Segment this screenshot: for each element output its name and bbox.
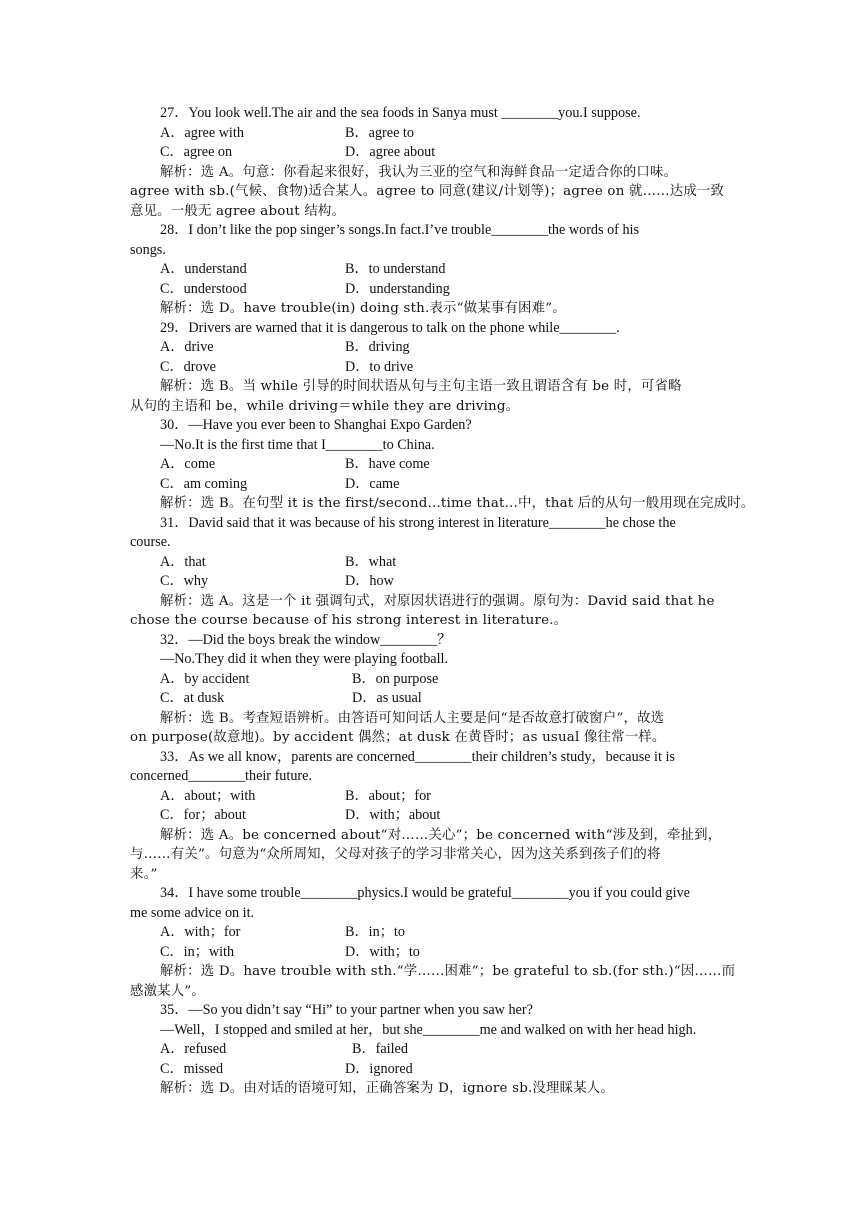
question-29-explanation-line-1: 解析：选 B。当 while 引导的时间状语从句与主句主语一致且谓语含有 be 时，可省略: [160, 379, 682, 394]
question-33-stem-line-1: 33．As we all know，parents are concerned________their children’s study，because it is: [160, 748, 675, 765]
option-d: D．with；to: [345, 943, 420, 960]
question-31-explanation-line-1: 解析：选 A。这是一个 it 强调句式，对原因状语进行的强调。原句为：David said that he: [160, 593, 715, 609]
option-a: A．with；for: [160, 924, 241, 940]
question-28-options-row-2: [130, 280, 733, 300]
question-35-options-row-1: [130, 1040, 733, 1060]
option-b: B．what: [345, 553, 397, 570]
question-30-options-row-2: [130, 475, 733, 495]
question-33-options-row-1: [130, 787, 733, 807]
question-34-stem-line-2: me some advice on it.: [130, 904, 255, 921]
question-33-explanation-line-3: 来。”: [130, 866, 158, 882]
question-28-explanation: 解析：选 D。have trouble(in) doing sth.表示“做某事有困难”。: [160, 301, 566, 316]
question-35-stem-line-1: 35．—So you didn’t say “Hi” to your partner when you saw her?: [160, 1002, 533, 1018]
option-a: A．drive: [160, 339, 214, 355]
question-27-stem: 27．You look well.The air and the sea foods in Sanya must ________you.I suppose.: [160, 105, 641, 121]
option-c: C．agree on: [160, 144, 233, 160]
question-32-explanation-line-1: 解析：选 B。考查短语辨析。由答语可知问话人主要是问“是否故意打破窗户”，故选: [160, 710, 665, 726]
question-31-stem-line-2: course.: [130, 534, 171, 550]
question-27-explanation-line-2: agree with sb.(气候、食物)适合某人。agree to 同意(建议/计划等)；agree on 就……达成一致: [130, 184, 725, 199]
worksheet-page: [130, 104, 755, 1099]
option-b: B．to understand: [345, 261, 446, 277]
question-34-stem-line-1: 34．I have some trouble________physics.I would be grateful________you if you could give: [160, 885, 690, 901]
question-28-stem-line-1: 28．I don’t like the pop singer’s songs.In fact.I’ve trouble________the words of his: [160, 222, 640, 238]
option-d: D．agree about: [345, 144, 436, 160]
question-29-options-row-2: [130, 358, 733, 378]
question-33-options-row-2: [130, 806, 733, 826]
option-d: D．how: [345, 573, 394, 589]
option-a: A．that: [160, 553, 206, 570]
question-31-options-row-1: [130, 553, 733, 573]
question-27-options-row-1: [130, 124, 733, 144]
option-a: A．refused: [160, 1041, 227, 1057]
question-35-stem-line-2: —Well，I stopped and smiled at her，but she________me and walked on with her head high.: [160, 1021, 697, 1038]
option-c: C．for；about: [160, 807, 246, 823]
question-35-options-row-2: [130, 1060, 733, 1080]
option-b: B．have come: [345, 456, 430, 472]
option-d: D．understanding: [345, 280, 450, 297]
question-29-explanation-line-2: 从句的主语和 be，while driving＝while they are driving。: [130, 398, 520, 414]
option-c: C．drove: [160, 358, 216, 375]
option-b: B．failed: [352, 1041, 408, 1057]
question-35-explanation: 解析：选 D。由对话的语境可知，正确答案为 D，ignore sb.没理睬某人。: [160, 1081, 614, 1096]
question-32-explanation-line-2: on purpose(故意地)。by accident 偶然；at dusk 在黄昏时；as usual 像往常一样。: [130, 730, 666, 745]
option-c: C．understood: [160, 280, 247, 297]
question-30-options-row-1: [130, 455, 733, 475]
option-c: C．in；with: [160, 943, 235, 960]
option-a: A．come: [160, 456, 216, 472]
question-27-explanation-line-3: 意见。一般无 agree about 结构。: [130, 203, 346, 219]
option-c: C．at dusk: [160, 690, 225, 706]
question-30-explanation: 解析：选 B。在句型 it is the first/second...time that...中，that 后的从句一般用现在完成时。: [160, 496, 755, 511]
question-32-options-row-1: [130, 670, 733, 690]
option-d: D．to drive: [345, 358, 414, 375]
question-31-options-row-2: [130, 572, 733, 592]
question-31-stem-line-1: 31．David said that it was because of his strong interest in literature________he chose the: [160, 514, 676, 531]
question-31-explanation-line-2: chose the course because of his strong interest in literature.。: [130, 613, 568, 628]
option-c: C．am coming: [160, 475, 248, 492]
question-28-stem-line-2: songs.: [130, 241, 166, 258]
option-c: C．why: [160, 573, 209, 589]
option-b: B．about；for: [345, 787, 431, 804]
option-b: B．on purpose: [352, 670, 439, 687]
option-b: B．in；to: [345, 924, 405, 940]
option-d: D．as usual: [352, 690, 422, 706]
question-30-stem-line-1: 30．—Have you ever been to Shanghai Expo Garden?: [160, 417, 472, 433]
question-32-stem-line-2: —No.They did it when they were playing football.: [160, 651, 449, 667]
option-a: A．about；with: [160, 787, 256, 804]
option-d: D．came: [345, 475, 400, 492]
question-28-options-row-1: [130, 260, 733, 280]
question-27-options-row-2: [130, 143, 733, 163]
question-34-options-row-2: [130, 943, 733, 963]
question-33-explanation-line-2: 与……有关”。句意为“众所周知，父母对孩子的学习非常关心，因为这关系到孩子们的将: [130, 847, 661, 862]
question-33-explanation-line-1: 解析：选 A。be concerned about“对……关心”；be concerned with“涉及到，牵扯到，: [160, 827, 722, 843]
question-29-stem: 29．Drivers are warned that it is dangerous to talk on the phone while________.: [160, 319, 620, 336]
question-33-stem-line-2: concerned________their future.: [130, 768, 313, 784]
option-a: A．understand: [160, 261, 247, 277]
option-a: A．by accident: [160, 670, 250, 687]
option-b: B．agree to: [345, 124, 414, 141]
question-34-options-row-1: [130, 923, 733, 943]
question-29-options-row-1: [130, 338, 733, 358]
question-34-explanation-line-1: 解析：选 D。have trouble with sth.“学……困难”；be grateful to sb.(for sth.)“因……而: [160, 964, 736, 979]
question-32-options-row-2: [130, 689, 733, 709]
option-a: A．agree with: [160, 124, 244, 141]
option-c: C．missed: [160, 1060, 224, 1077]
question-27-explanation-line-1: 解析：选 A。句意：你看起来很好，我认为三亚的空气和海鲜食品一定适合你的口味。: [160, 164, 678, 180]
question-34-explanation-line-2: 感激某人”。: [130, 983, 205, 999]
question-32-stem-line-1: 32．—Did the boys break the window________？: [160, 631, 452, 648]
option-d: D．ignored: [345, 1060, 413, 1077]
option-d: D．with；about: [345, 807, 441, 823]
option-b: B．driving: [345, 339, 410, 355]
question-30-stem-line-2: —No.It is the first time that I________to China.: [160, 436, 435, 453]
